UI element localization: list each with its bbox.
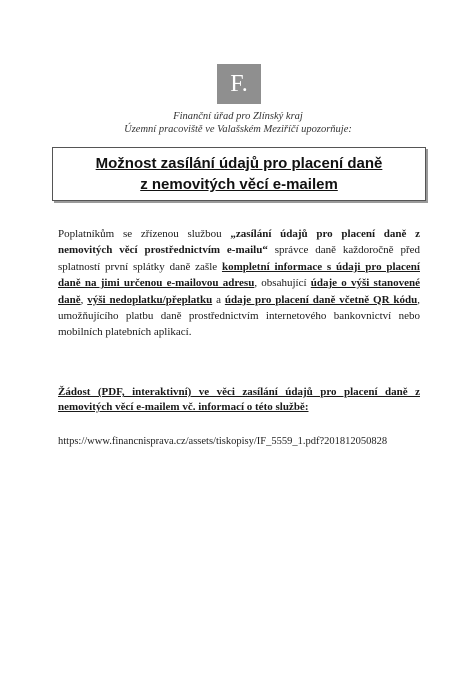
title-box xyxy=(52,147,426,201)
financni-sprava-logo xyxy=(217,64,261,104)
service-name: „zasílání údajů pro placení daně z nemovitých věcí prostřednictvím e-mailu“ xyxy=(58,228,420,257)
logo-letter: F. xyxy=(230,71,248,97)
office-name: Finanční úřad pro Zlínský kraj xyxy=(173,111,303,122)
highlight-qr-payment: údaje pro placení daně včetně QR kódu xyxy=(224,293,418,306)
title-line-2: z nemovitých věcí e-mailem xyxy=(140,176,338,193)
highlight-balance: výši nedoplatku/přeplatku xyxy=(87,293,213,306)
para-part-7: , xyxy=(80,293,88,306)
highlight-tax-amount: údaje o výši stanovené daně xyxy=(58,277,420,306)
para-part-5: , obsahující xyxy=(254,277,311,290)
info-paragraph xyxy=(58,226,420,341)
request-form-link[interactable]: https://www.financnisprava.cz/assets/tiskopisy/IF_5559_1.pdf?201812050828 xyxy=(58,436,388,447)
highlight-complete-info: kompletní informace s údaji pro placení daně na jimi určenou e-mailovou adresu xyxy=(58,260,420,290)
para-part-9: a xyxy=(212,293,225,306)
request-heading: Žádost (PDF, interaktivní) ve věci zasílání údajů pro placení daně z nemovitých věcí e-mailem vč. informací o této službě: xyxy=(58,386,420,413)
para-part-1: Poplatníkům se zřízenou službou xyxy=(58,228,231,240)
title-line-1: Možnost zasílání údajů pro placení daně xyxy=(95,155,383,172)
para-part-3: správce daně každoročně před splatností první splátky daně zašle xyxy=(58,244,420,273)
para-part-11: , umožňujícího platbu daně prostřednictvím internetového bankovnictví nebo mobilních platebních aplikací. xyxy=(58,293,421,339)
office-subtitle: Územní pracoviště ve Valašském Meziříčí upozorňuje: xyxy=(124,124,352,135)
